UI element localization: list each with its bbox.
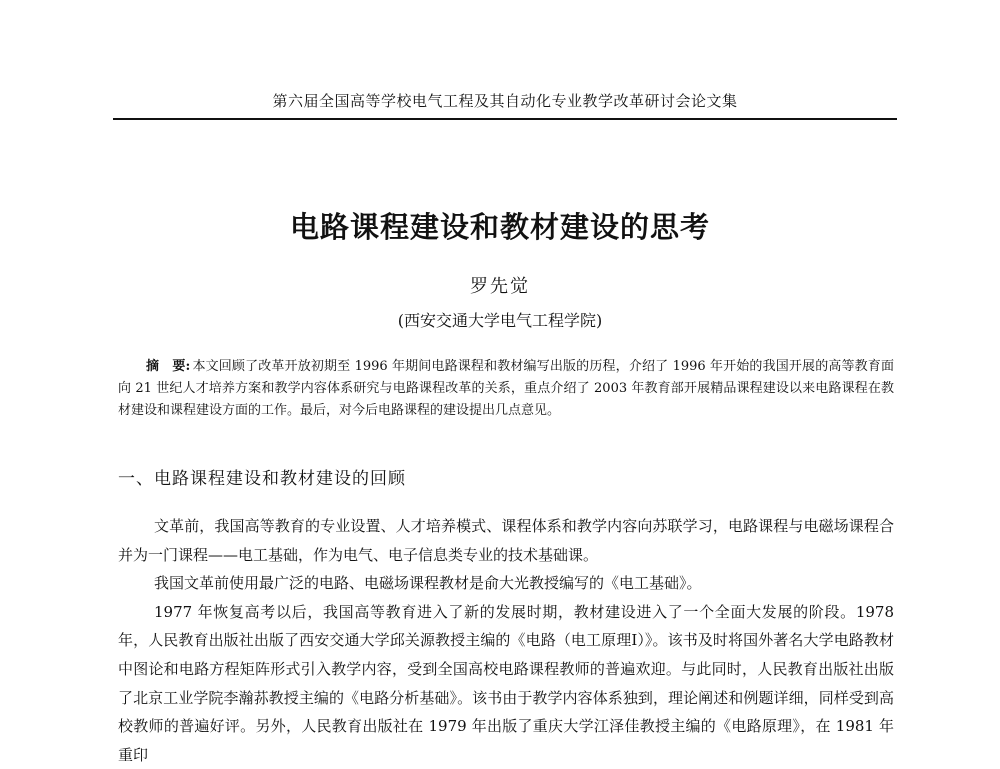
section-body xyxy=(118,512,894,769)
author-affiliation: (西安交通大学电气工程学院) xyxy=(397,311,603,330)
header-divider xyxy=(113,118,897,120)
body-paragraph: 文革前，我国高等教育的专业设置、人才培养模式、课程体系和教学内容向苏联学习，电路课程与电磁场课程合并为一门课程——电工基础，作为电气、电子信息类专业的技术基础课。 xyxy=(118,517,894,564)
body-paragraph: 1977 年恢复高考以后，我国高等教育进入了新的发展时期，教材建设进入了一个全面大发展的阶段。1978 年，人民教育出版社出版了西安交通大学邱关源教授主编的《电路（电工原理Ⅰ）》。该书及时将国外著名大学电路教材中图论和电路方程矩阵形式引入教学内容，受到全国高校电路课程教师的普遍欢迎。与此同时，人民教育出版社出版了北京工业学院李瀚荪教授主编的《电路分析基础》。该书由于教学内容体系独到，理论阐述和例题详细，同样受到高校教师的普遍好评。另外，人民教育出版社在 1979 年出版了重庆大学江泽佳教授主编的《电路原理》，在 1981 年重印 xyxy=(118,602,894,764)
body-paragraph: 我国文革前使用最广泛的电路、电磁场课程教材是俞大光教授编写的《电工基础》。 xyxy=(154,574,702,593)
section-heading: 一、电路课程建设和教材建设的回顾 xyxy=(118,469,406,489)
abstract-label: 摘 要: xyxy=(146,359,191,374)
abstract-text: 本文回顾了改革开放初期至 1996 年期间电路课程和教材编写出版的历程，介绍了 1996 年开始的我国开展的高等教育面向 21 世纪人才培养方案和教学内容体系研究与电路课程改革的关系，重点介绍了 2003 年教育部开展精品课程建设以来电路课程在教材建设和课程建设方面的工作。最后，对今后电路课程的建设提出几点意见。 xyxy=(118,359,894,418)
author-name: 罗先觉 xyxy=(470,276,530,297)
running-head: 第六届全国高等学校电气工程及其自动化专业教学改革研讨会论文集 xyxy=(272,92,738,110)
paper-title: 电路课程建设和教材建设的思考 xyxy=(289,210,710,244)
abstract xyxy=(118,356,894,422)
